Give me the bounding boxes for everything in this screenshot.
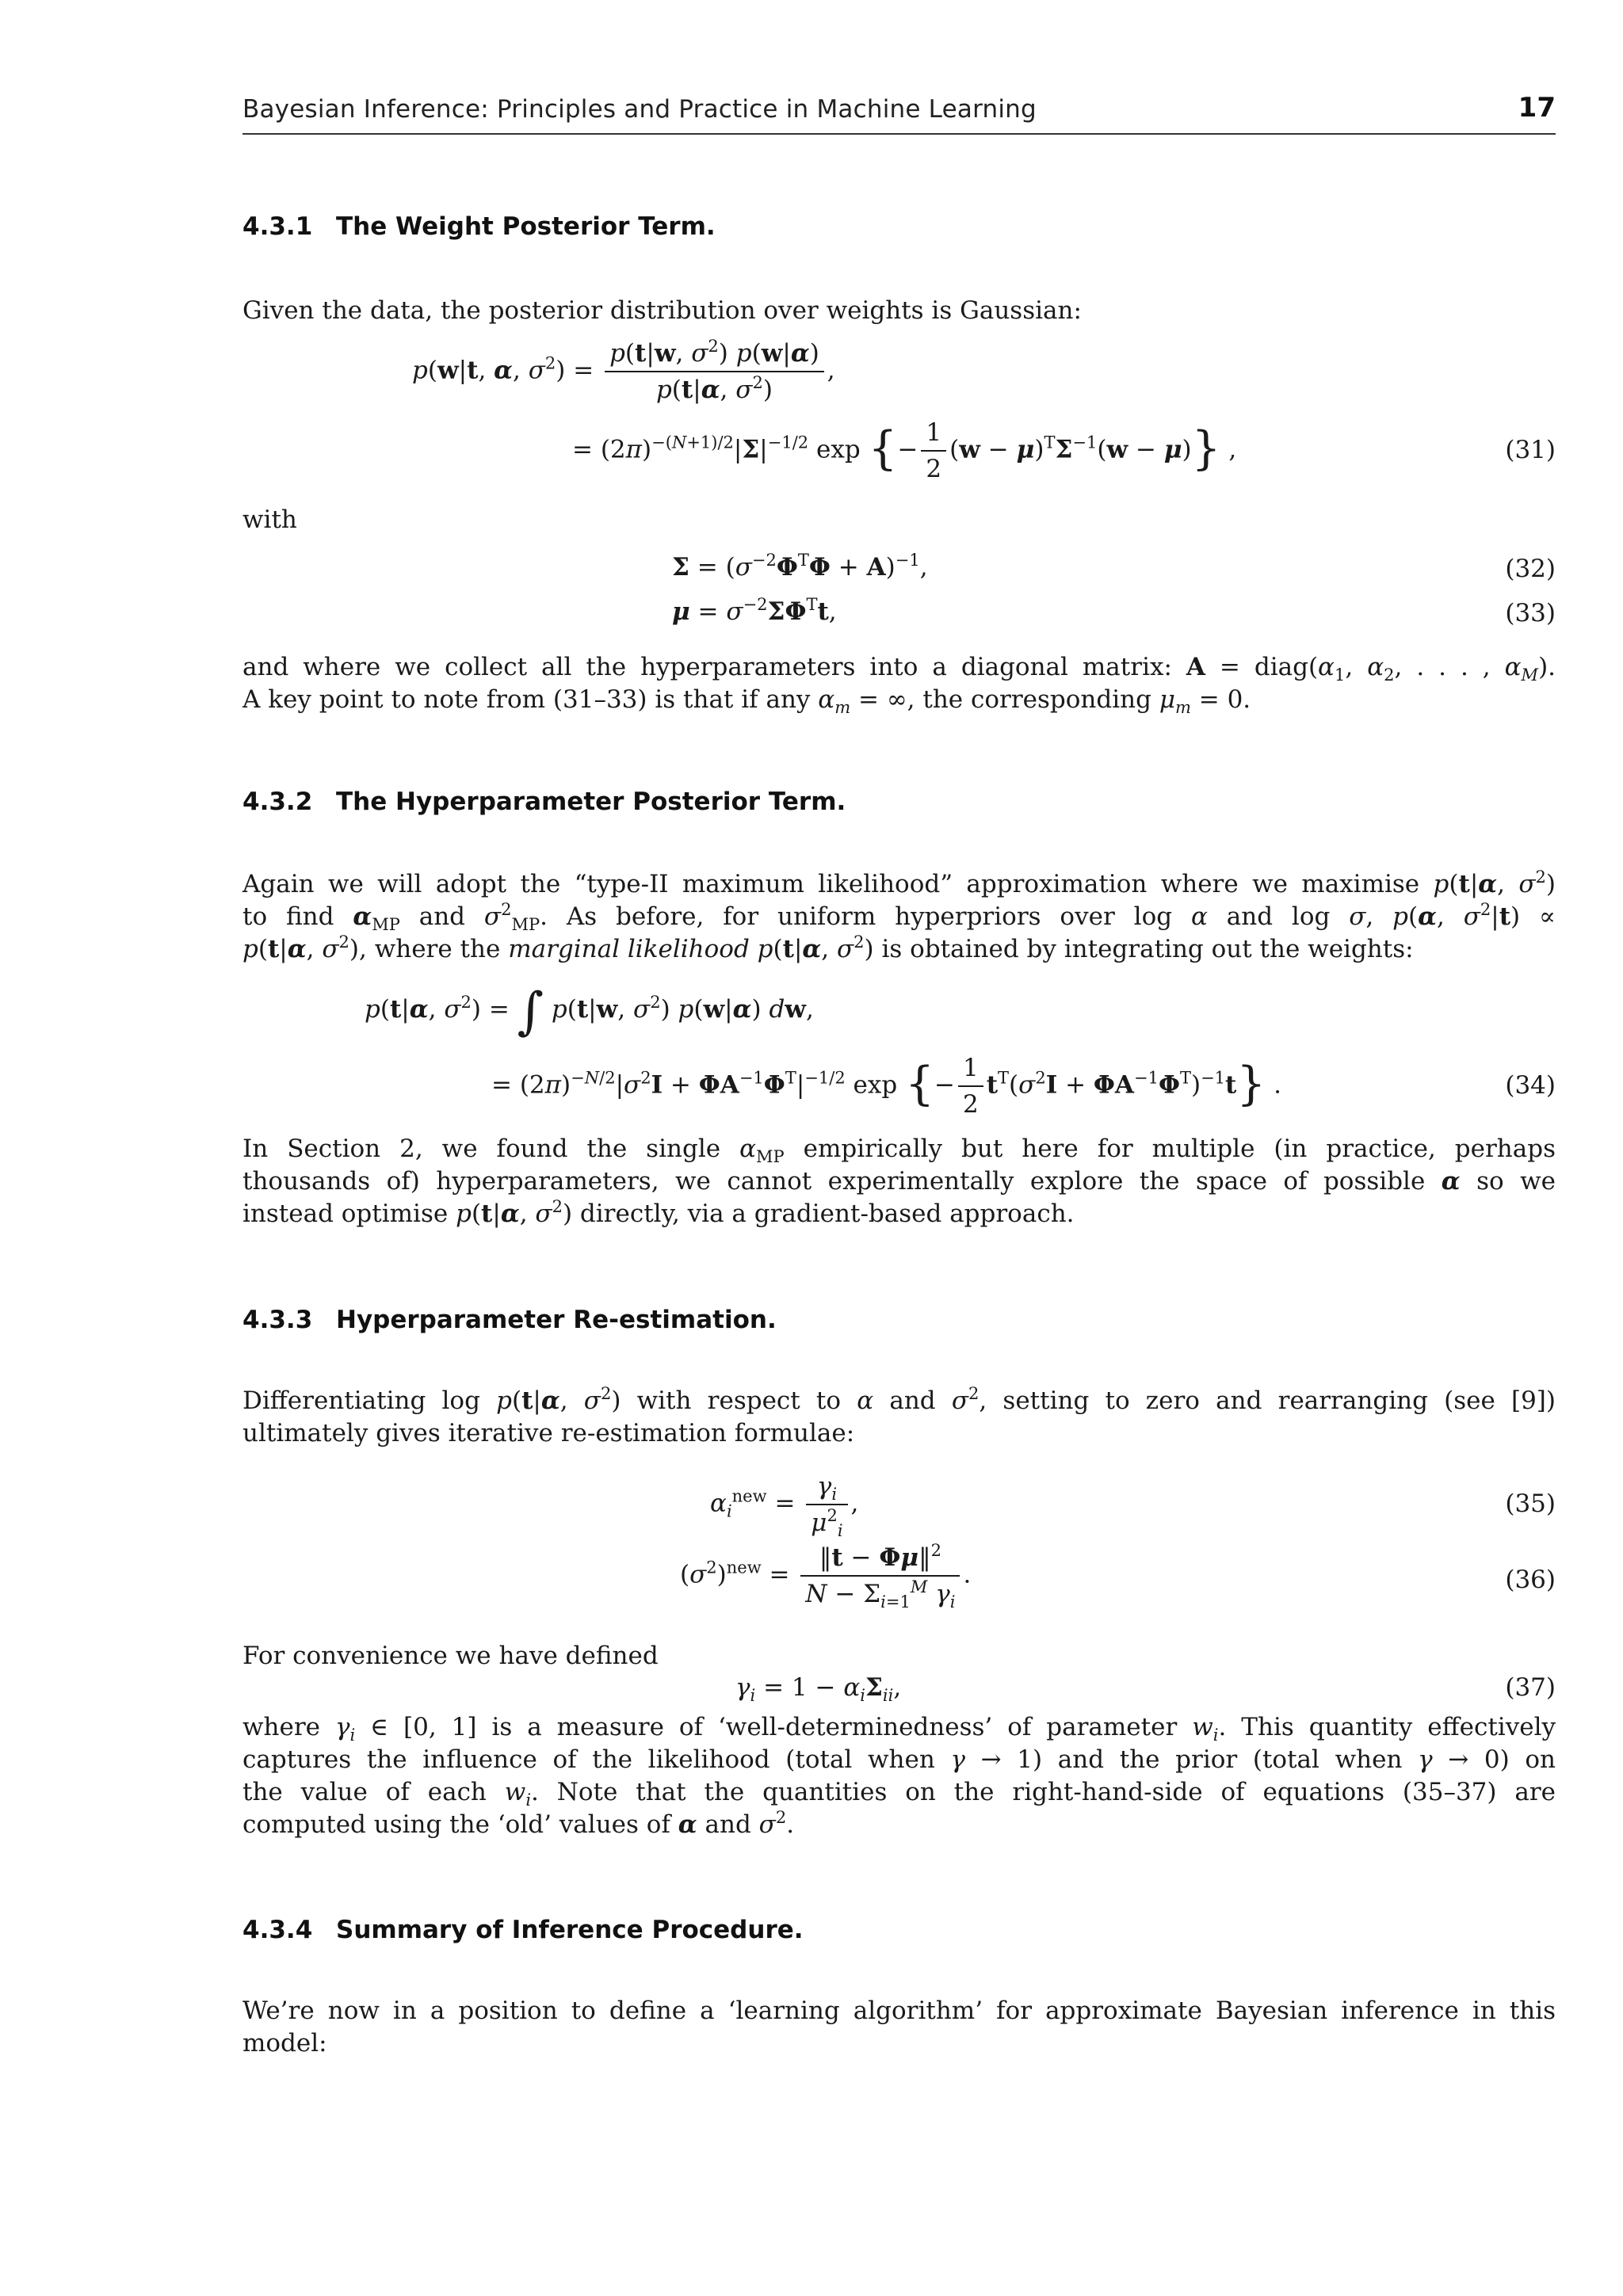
text-span: to find xyxy=(242,902,334,931)
text-line: thousands of) hyperparameters, we cannot experimentally explore the space of possible α so we xyxy=(242,1167,1556,1196)
equation-number-32: (32) xyxy=(1505,555,1556,583)
paragraph-differentiating xyxy=(242,1385,1556,1450)
fraction: $\frac{p(t|w, \sigma^2) p(w|\alpha)}{p(t|\alpha, \sigma^2)}$ xyxy=(605,339,824,404)
text-span: In Section 2, we found the single xyxy=(242,1135,721,1163)
paragraph-section-2-note xyxy=(242,1133,1556,1230)
text-line: model: xyxy=(242,2029,327,2058)
equation-37: $\gamma_i = 1 - \alpha_i\Sigma_{ii}$, xyxy=(735,1673,902,1705)
paragraph-posterior-intro xyxy=(242,295,1556,327)
text-line: ultimately gives iterative re-estimation formulae: xyxy=(242,1419,855,1447)
text-span: . This quantity effectively xyxy=(1218,1713,1556,1741)
text-line: captures the influence of the likelihood (total when γ → 1) and the prior (total when γ → 0) on xyxy=(242,1745,1556,1774)
text-line: Again we will adopt the “type-II maximum likelihood” approximation where we maximise p(t|α, $\sigma^2$) xyxy=(242,868,1556,898)
text-span: thousands of) hyperparameters, we cannot experimentally explore the space of possible xyxy=(242,1167,1426,1196)
text-span: where xyxy=(242,1713,321,1741)
section-title: Hyperparameter Re-estimation. xyxy=(336,1306,777,1334)
text-span: is obtained by integrating out the weights: xyxy=(881,935,1414,963)
equation-34-line-1: p(t|α, $\sigma^2$) = ∫ p(t|w, $\sigma^2$) p(w|α) dw, xyxy=(365,982,814,1041)
text-span: , the corresponding xyxy=(907,685,1151,714)
section-number: 4.3.2 xyxy=(242,788,313,816)
fraction: $\frac{‖t - \Phi\mu‖^2}{N - \Sigma_{i=1}^M \gamma_i}$ xyxy=(800,1543,960,1608)
text-span: and xyxy=(418,902,466,931)
text-span-emphasis: marginal likelihood xyxy=(508,935,750,963)
equation-number-36: (36) xyxy=(1505,1566,1556,1594)
fraction-half: $\frac{1}{2}$ xyxy=(921,418,946,483)
text-span: is a measure of ‘well-determinedness’ of parameter xyxy=(491,1713,1178,1741)
text-span: and xyxy=(889,1386,936,1415)
text-span: . As before, for uniform hyperpriors over xyxy=(540,902,1115,931)
text-span: captures the influence of the likelihood (total when xyxy=(242,1745,935,1774)
running-title: Bayesian Inference: Principles and Practice in Machine Learning xyxy=(242,95,1037,124)
text-line: For convenience we have defined xyxy=(242,1642,659,1670)
text-span: A key point to note from (31–33) is that if any xyxy=(242,685,811,714)
equation-number-35: (35) xyxy=(1505,1489,1556,1518)
text-span: and xyxy=(705,1810,751,1839)
section-heading-4-3-3 xyxy=(242,1306,777,1334)
text-span: directly, via a gradient-based approach. xyxy=(579,1199,1075,1228)
paragraph-well-determinedness xyxy=(242,1711,1556,1841)
text-line: In Section 2, we found the single $\alpha_{MP}$ empirically but here for multiple (in practice, perhaps xyxy=(242,1135,1556,1166)
text-span: Again we will adopt the “type-II maximum likelihood” approximation where we maximise xyxy=(242,870,1420,898)
equation-number-34: (34) xyxy=(1505,1071,1556,1100)
text-span: . Note that the quantities on the right-hand-side of equations (35–37) are xyxy=(531,1778,1556,1806)
text-line: to find $\alpha_{MP}$ and $\sigma^2_{MP}$. As before, for uniform hyperpriors over log α and log σ, p(α, $\sigma^2|t$) ∝ xyxy=(242,900,1556,934)
equation-34-line-2: = $(2\pi)^{-N/2}|\sigma^2I + \Phi A^{-1}\Phi^T|^{-1/2}$ exp {− $\frac{1}{2}$ $t^T(\sigma^2I + \Phi A^{-1}\Phi^T)^{-1}t$} . xyxy=(491,1054,1281,1119)
fraction: $\frac{\gamma_i}{\mu^2_i}$ xyxy=(806,1472,847,1537)
text-line: instead optimise p(t|α, $\sigma^2$) directly, via a gradient-based approach. xyxy=(242,1197,1075,1228)
fraction-half: $\frac{1}{2}$ xyxy=(958,1054,983,1119)
text-span: and xyxy=(1226,902,1274,931)
equation-31-line-2: = $(2\pi)^{-(N+1)/2}|\Sigma|^{-1/2}$ exp {− $\frac{1}{2}$ $(w - \mu)^T\Sigma^{-1}(w - \mu)$} , xyxy=(572,418,1237,483)
paragraph-with xyxy=(242,504,1556,536)
section-heading-4-3-4 xyxy=(242,1916,804,1944)
paragraph-type-ii xyxy=(242,868,1556,966)
section-number: 4.3.3 xyxy=(242,1306,313,1334)
text-span: instead optimise xyxy=(242,1199,449,1228)
text-line: computed using the ‘old’ values of α and $\sigma^2$. xyxy=(242,1808,795,1839)
text-span: ) on xyxy=(1499,1745,1556,1774)
text-line: p(t|α, $\sigma^2$), where the marginal likelihood p(t|α, $\sigma^2$) is obtained by integrating out the weights: xyxy=(242,933,1414,963)
section-title: Summary of Inference Procedure. xyxy=(336,1916,804,1944)
equation-number-37: (37) xyxy=(1505,1673,1556,1702)
equation-33: $\mu = \sigma^{-2}\Sigma\Phi^Tt$, xyxy=(672,595,837,626)
paragraph-learning-algorithm xyxy=(242,1995,1556,2060)
page-number: 17 xyxy=(1518,92,1556,124)
paragraph-convenience xyxy=(242,1640,1556,1672)
text-line: We’re now in a position to define a ‘learning algorithm’ for approximate Bayesian inference in this xyxy=(242,1997,1556,2025)
text-line: the value of each $w_i$. Note that the quantities on the right-hand-side of equations (35–37) are xyxy=(242,1778,1556,1810)
equation-number-31: (31) xyxy=(1505,436,1556,464)
equation-35: $\alpha_i^{new}$ = $\frac{\gamma_i}{\mu^2_i}$ , xyxy=(710,1472,859,1540)
text-span: Differentiating xyxy=(242,1386,426,1415)
section-heading-4-3-1 xyxy=(242,212,716,241)
text-span: so we xyxy=(1476,1167,1556,1196)
equation-32: $\Sigma = (\sigma^{-2}\Phi^T\Phi + A)^{-1}$, xyxy=(672,551,928,582)
text-span: with respect to xyxy=(636,1386,842,1415)
text-span: , where the xyxy=(358,935,501,963)
section-heading-4-3-2 xyxy=(242,788,846,816)
text-line: and where we collect all the hyperparameters into a diagonal matrix: $A = diag(\alpha_1$, $\alpha_2$, . . . , $\alpha_M$). xyxy=(242,653,1556,685)
section-number: 4.3.4 xyxy=(242,1916,313,1944)
equation-36: $(\sigma^2)^{new}$ = $\frac{‖t - \Phi\mu‖^2}{N - \Sigma_{i=1}^M \gamma_i}$ . xyxy=(680,1541,972,1611)
equation-number-33: (33) xyxy=(1505,599,1556,627)
section-title: The Weight Posterior Term. xyxy=(336,212,716,241)
paragraph-hyperparameters-matrix xyxy=(242,651,1556,716)
text-line: where $\gamma_i$ ∈ [0, 1] is a measure of ‘well-determinedness’ of parameter $w_i$. This quantity effectively xyxy=(242,1713,1556,1745)
text-line: with xyxy=(242,505,297,534)
text-span: empirically but here for multiple (in practice, perhaps xyxy=(803,1135,1556,1163)
text-span: and where we collect all the hyperparameters into a diagonal matrix: xyxy=(242,653,1172,681)
running-header xyxy=(242,89,1556,135)
equation-31-line-1: p(w|t, α, $\sigma^2$) = $\frac{p(t|w, \sigma^2) p(w|\alpha)}{p(t|\alpha, \sigma^2)}$ , xyxy=(412,337,835,404)
section-title: The Hyperparameter Posterior Term. xyxy=(336,788,846,816)
text-line: Differentiating log p(t|α, $\sigma^2$) with respect to α and $\sigma^2$, setting to zero and rearranging (see [9]) xyxy=(242,1384,1556,1415)
text-line: Given the data, the posterior distribution over weights is Gaussian: xyxy=(242,296,1082,325)
text-span: computed using the ‘old’ values of xyxy=(242,1810,670,1839)
section-number: 4.3.1 xyxy=(242,212,313,241)
text-span: the value of each xyxy=(242,1778,487,1806)
text-span: , setting to zero and rearranging (see [9]) xyxy=(979,1386,1556,1415)
text-span: ) and the prior (total when xyxy=(1033,1745,1403,1774)
text-line: A key point to note from (31–33) is that if any $\alpha_m$ = ∞, the corresponding $\mu_m = 0$. xyxy=(242,685,1251,717)
